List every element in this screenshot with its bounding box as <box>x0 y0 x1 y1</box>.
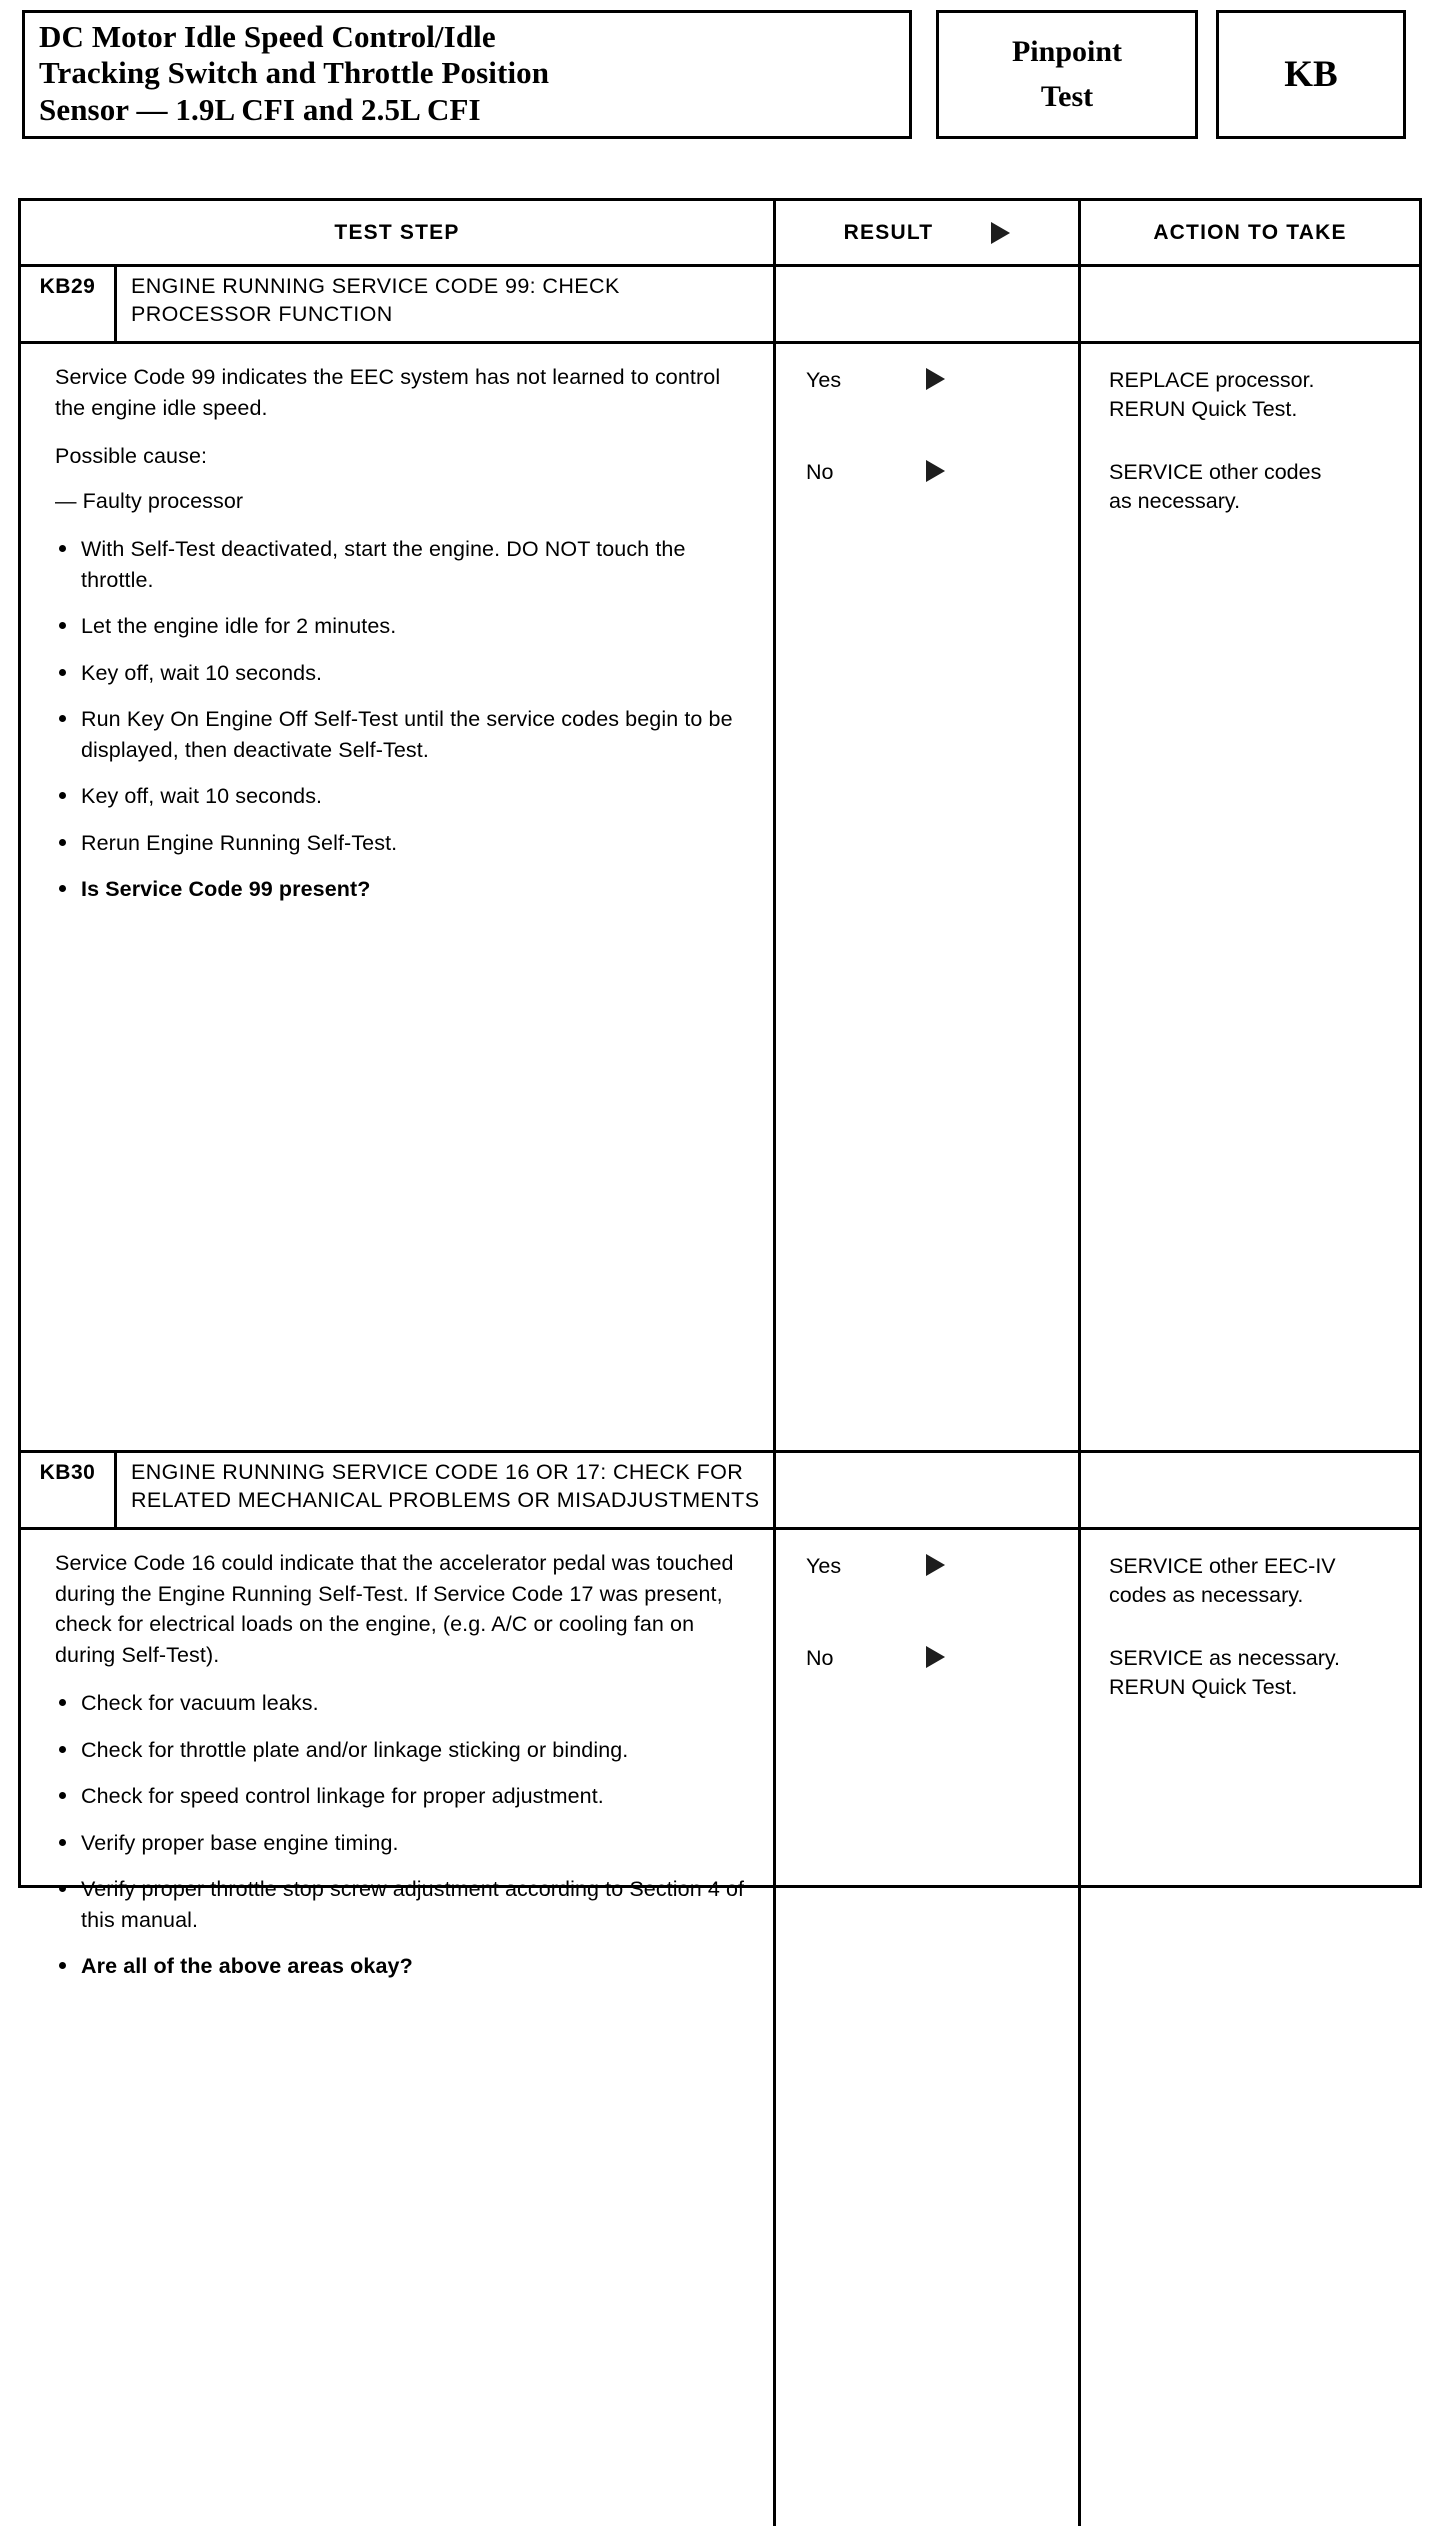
arrow-icon <box>926 458 945 490</box>
step-body-kb30 <box>21 1530 773 2526</box>
title-line-1: DC Motor Idle Speed Control/Idle <box>39 19 496 54</box>
action-cell-kb29 <box>1078 344 1419 1450</box>
step-dash-item: — Faulty processor <box>55 488 244 513</box>
action-line: SERVICE other EEC-IV <box>1109 1554 1336 1578</box>
result-line-no-kb29 <box>776 458 1078 550</box>
result-cell-spacer <box>776 550 1078 1450</box>
result-label: No <box>806 1646 834 1670</box>
action-block-no-kb30 <box>1081 1644 1419 1736</box>
result-spacer-kb29-title <box>773 267 1078 341</box>
result-label: Yes <box>806 1554 842 1578</box>
pinpoint-test-box <box>936 10 1198 139</box>
list-item: Check for vacuum leaks. <box>55 1688 747 1719</box>
action-block-no-kb29 <box>1081 458 1419 550</box>
result-line-yes-kb30 <box>776 1552 1078 1644</box>
step-paragraph: Service Code 16 could indicate that the accelerator pedal was touched during the Engine Running Self-Test. If Service Code 17 was present, check for electrical loads on the engine, (e.g. A/C or cooling fan on during Self-Test). <box>55 1551 734 1667</box>
page-header <box>22 10 1418 139</box>
step-body-kb29 <box>21 344 773 1450</box>
step-paragraph: Possible cause: <box>55 444 208 469</box>
title-line-2: Tracking Switch and Throttle Position <box>39 55 550 91</box>
document-title <box>22 10 912 139</box>
action-line: REPLACE processor. <box>1109 368 1315 392</box>
step-bullet-list-kb29 <box>55 534 747 905</box>
result-spacer-kb30-title <box>773 1453 1078 1527</box>
list-item: Run Key On Engine Off Self-Test until the service codes begin to be displayed, then deactivate Self-Test. <box>55 704 747 765</box>
step-title-cell-kb30 <box>21 1453 773 1527</box>
list-item-question: Is Service Code 99 present? <box>55 874 747 905</box>
table-header-row <box>21 201 1419 267</box>
list-item: Let the engine idle for 2 minutes. <box>55 611 747 642</box>
arrow-icon <box>926 366 945 398</box>
list-item: Check for speed control linkage for proper adjustment. <box>55 1781 747 1812</box>
step-bullet-list-kb30 <box>55 1688 747 1982</box>
list-item: With Self-Test deactivated, start the engine. DO NOT touch the throttle. <box>55 534 747 595</box>
list-item: Verify proper base engine timing. <box>55 1828 747 1859</box>
result-line-yes-kb29 <box>776 366 1078 458</box>
title-line-3: Sensor — 1.9L CFI and 2.5L CFI <box>39 91 481 127</box>
action-block-yes-kb30 <box>1081 1552 1419 1644</box>
arrow-icon <box>991 222 1010 244</box>
action-line: RERUN Quick Test. <box>1109 1674 1298 1699</box>
list-item: Rerun Engine Running Self-Test. <box>55 828 747 859</box>
step-paragraph: Service Code 99 indicates the EEC system has not learned to control the engine idle speed. <box>55 365 721 420</box>
list-item: Verify proper throttle stop screw adjustment according to Section 4 of this manual. <box>55 1874 747 1935</box>
result-cell-kb29 <box>773 344 1078 1450</box>
step-heading-kb30: ENGINE RUNNING SERVICE CODE 16 OR 17: CHECK FOR RELATED MECHANICAL PROBLEMS OR MISADJUSTMENTS <box>131 1460 760 1512</box>
pinpoint-label-line-2: Test <box>1040 80 1094 114</box>
step-title-cell-kb29 <box>21 267 773 341</box>
action-cell-kb30 <box>1078 1530 1419 2526</box>
action-block-yes-kb29 <box>1081 366 1419 458</box>
table-row <box>21 1530 1419 2526</box>
table-row <box>21 1453 1419 1530</box>
arrow-icon <box>926 1552 945 1584</box>
column-header-test-step: TEST STEP <box>334 220 460 244</box>
pinpoint-label-line-1: Pinpoint <box>1011 35 1123 69</box>
column-header-result <box>773 201 1078 264</box>
column-header-action: ACTION TO TAKE <box>1078 201 1419 264</box>
action-line: codes as necessary. <box>1109 1582 1304 1607</box>
action-line: RERUN Quick Test. <box>1109 396 1298 421</box>
section-code-box: KB <box>1216 10 1406 139</box>
list-item: Check for throttle plate and/or linkage sticking or binding. <box>55 1735 747 1766</box>
list-item-question: Are all of the above areas okay? <box>55 1951 747 1982</box>
column-header-result-label: RESULT <box>843 220 934 244</box>
result-line-no-kb30 <box>776 1644 1078 1736</box>
arrow-icon <box>926 1644 945 1676</box>
action-spacer-kb29-title <box>1078 267 1419 341</box>
result-cell-spacer <box>776 1736 1078 2526</box>
table-row <box>21 344 1419 1453</box>
step-code-kb30: KB30 <box>21 1453 117 1527</box>
pinpoint-test-table <box>18 198 1422 1979</box>
action-line: SERVICE as necessary. <box>1109 1646 1341 1670</box>
action-line: as necessary. <box>1109 488 1241 513</box>
result-label: No <box>806 460 834 484</box>
list-item: Key off, wait 10 seconds. <box>55 658 747 689</box>
action-spacer-kb30-title <box>1078 1453 1419 1527</box>
result-label: Yes <box>806 368 842 392</box>
list-item: Key off, wait 10 seconds. <box>55 781 747 812</box>
action-line: SERVICE other codes <box>1109 460 1322 484</box>
step-code-kb29: KB29 <box>21 267 117 341</box>
result-cell-kb30 <box>773 1530 1078 2526</box>
table-row <box>21 267 1419 344</box>
step-heading-kb29: ENGINE RUNNING SERVICE CODE 99: CHECK PROCESSOR FUNCTION <box>131 274 620 326</box>
